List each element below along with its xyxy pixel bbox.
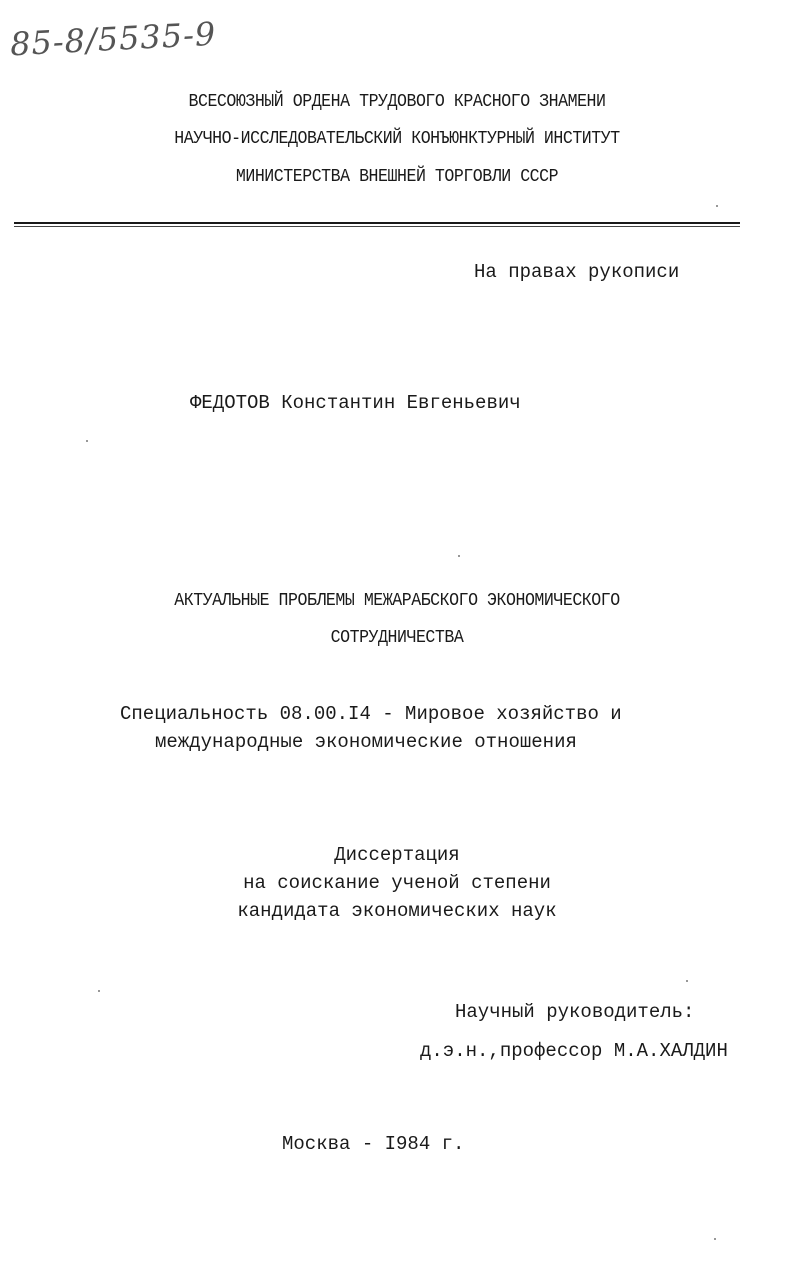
degree-line-2: кандидата экономических наук bbox=[237, 900, 557, 922]
supervisor-label: Научный руководитель: bbox=[455, 1001, 695, 1023]
scan-speck bbox=[86, 440, 88, 442]
place-year: Москва - I984 г. bbox=[282, 1133, 465, 1155]
institution-line-2: НАУЧНО-ИССЛЕДОВАТЕЛЬСКИЙ КОНЪЮНКТУРНЫЙ ИНСТИТУТ bbox=[174, 129, 620, 149]
specialty-line-1: Специальность 08.00.I4 - Мировое хозяйство и bbox=[120, 703, 622, 725]
scan-speck bbox=[458, 555, 460, 557]
author-name: ФЕДОТОВ Константин Евгеньевич bbox=[190, 392, 521, 414]
institution-line-1: ВСЕСОЮЗНЫЙ ОРДЕНА ТРУДОВОГО КРАСНОГО ЗНАМЕНИ bbox=[188, 92, 606, 112]
header-divider bbox=[14, 222, 740, 224]
thesis-title-line-2: СОТРУДНИЧЕСТВА bbox=[330, 628, 464, 648]
institution-line-3: МИНИСТЕРСТВА ВНЕШНЕЙ ТОРГОВЛИ СССР bbox=[235, 167, 559, 187]
scan-speck bbox=[98, 990, 100, 992]
scan-speck bbox=[686, 980, 688, 982]
degree-line-1: на соискание ученой степени bbox=[243, 872, 551, 894]
specialty-line-2: международные экономические отношения bbox=[155, 731, 577, 753]
scan-speck bbox=[716, 205, 718, 207]
handwritten-archive-number: 85-8/5535-9 bbox=[9, 14, 218, 64]
supervisor-name: д.э.н.,профессор М.А.ХАЛДИН bbox=[420, 1040, 728, 1062]
dissertation-heading: Диссертация bbox=[334, 844, 460, 866]
header-divider-thin bbox=[14, 226, 740, 227]
thesis-title-line-1: АКТУАЛЬНЫЕ ПРОБЛЕМЫ МЕЖАРАБСКОГО ЭКОНОМИЧЕСКОГО bbox=[174, 591, 620, 611]
scan-speck bbox=[714, 1238, 716, 1240]
manuscript-note: На правах рукописи bbox=[474, 261, 680, 283]
